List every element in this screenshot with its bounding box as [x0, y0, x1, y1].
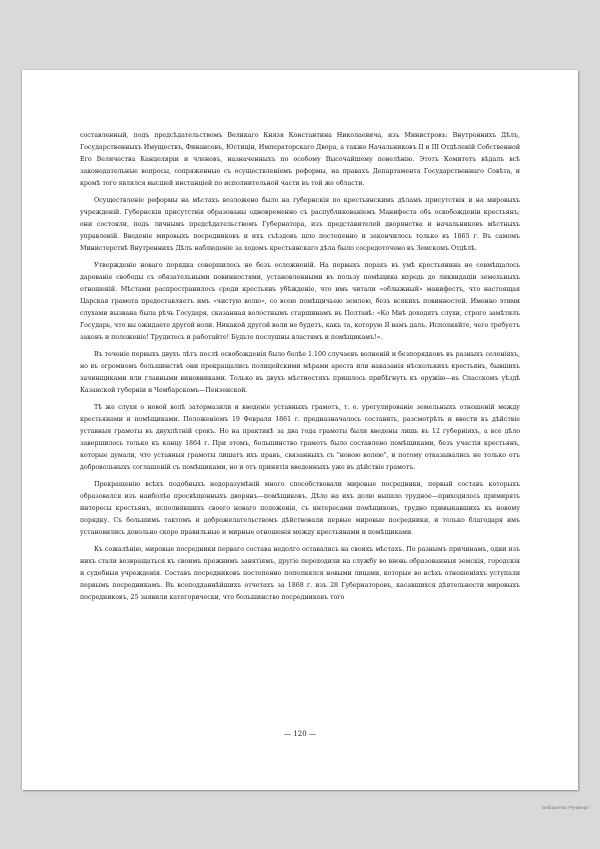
paragraph: Тѣ же слухи о новой волѣ затормазили и введеніе уставныхъ грамотъ, т. е. урегулированіе земельныхъ отношеній между крестьянами и помѣщиками. Положеніемъ 19 Февраля 1861 г. предназначалось составить, разсмотрѣть и ввести въ дѣйствіе уставныя грамоты въ двухлѣтній срокъ. Но на практикѣ за два года грамоты были введены лишь въ 12 губерніяхъ, а все дѣло завершилось только къ концу 1864 г. При этомъ, большинство грамотъ было составлено помѣщиками, безъ участія крестьянъ, которые думали, что уставныя грамоты лишатъ ихъ правъ, связанныхъ съ "новою волею", и потому отказывались не только отъ добровольныхъ соглашеній съ помѣщиками, но и отъ принятія введенныхъ уже въ дѣйствіе грамотъ. — [80, 404, 520, 471]
body-text — [80, 130, 520, 609]
paragraph: Къ сожалѣнію, мировые посредники перваго состава недолго оставались на своихъ мѣстахъ. По разнымъ причинамъ, одни изъ нихъ стали возвращаться къ своимъ прежнимъ занятіямъ, другіе переходили на службу во вновь образованныя земскія, городскія и судебныя учрежденія. Составъ посредниковъ постепенно пополнялся новыми лицами, которые во всѣхъ отношеніяхъ уступали первымъ посредникамъ. Въ всеподданнѣйшихъ отчетахъ за 1868 г. изъ 28 Губернаторовъ, касавшихся дѣятельности мировыхъ посредниковъ, 25 заявили категорически, что большинство посредниковъ того — [80, 546, 520, 601]
page-sheet — [22, 70, 578, 790]
paragraph: Прекращенію всѣхъ подобныхъ недоразумѣній много способствовали мировые посредники, первый составъ которыхъ образовался изъ наиболѣе просвѣщенныхъ дворянъ—помѣщиковъ. Дѣло на ихъ долю выпало трудное—приходилось примирять интересы крестьянъ, исполнявшихъ своего новаго положенія, съ интересами помѣщиковъ, трудно привыкавшихъ къ новому порядку. Съ большимъ тактомъ и доброжелательствомъ дѣйствовали первые мировые посредники, и только благодаря имъ установились довольно скоро правильные и мирные отношенія между крестьянами и помѣщиками. — [80, 481, 520, 536]
paragraph: составленный, подъ предсѣдательствомъ Великаго Князя Константина Николаевича, изъ Министровъ: Внутреннихъ Дѣлъ, Государственныхъ Имуществъ, Финансовъ, Юстиціи, Императорскаго Двора, а также Начальниковъ II и III Отдѣленій Собственной Его Величества Канцеляріи и членовъ, назначенныхъ по особому Высочайшему повелѣнію. Этотъ Комитетъ вѣдалъ всѣ законодательные вопросы, сопряженные съ осуществленіемъ реформы, на правахъ Департамента Государственнаго Совѣта, и кромѣ того являлся высшей инстанціей по исполнительной части въ той же области. — [80, 132, 520, 187]
paragraph: Осуществленіе реформы на мѣстахъ возложено было на губернскія по крестьянскимъ дѣламъ присутствія и на мировыхъ учрежденій. Губернскія присутствія образованы одновременно съ распубликованіемъ Манифеста объ освобожденіи крестьянъ; они состояли, подъ личнымъ предсѣдательствомъ Губернатора, изъ представителей дворянства и начальниковъ мѣстныхъ управленій. Введеніе мировыхъ посредниковъ и ихъ съѣздовъ шло постепенно и закончилось только въ 1865 г. Въ самомъ Министерствѣ Внутреннихъ Дѣлъ наблюденіе за ходомъ крестьянскаго дѣла было сосредоточено въ Земскомъ Отдѣлѣ. — [80, 197, 520, 252]
paragraph: Въ теченіе первыхъ двухъ лѣтъ послѣ освобожденія было болѣе 1.100 случаевъ волненій и безпорядковъ въ разныхъ селеніяхъ, но въ огромномъ большинствѣ они прекращались полицейскими мѣрами ареста или наказанія нѣсколькихъ крестьянъ, бывшихъ зачинщиками или главными виновниками. Только въ двухъ мѣстностяхъ пришлось прибѣгнуть къ оружію—въ Спасскомъ уѣздѣ Казанской губерніи и Чембарскомъ—Пензенской. — [80, 351, 520, 394]
page-number: — 120 — — [284, 730, 316, 738]
paragraph: Утвержденіе новаго порядка совершилось не безъ осложненій. На первыхъ порахъ въ умѣ крестьянина не совмѣщалось дарованіе свободы съ обязательными повинностями, установленными въ пользу помѣщика впредь до ликвидаціи земельныхъ отношеній. Мѣстами распространилось среди крестьянъ убѣжденіе, что имъ читали «облыжный» манифестъ, что настоящая Царская грамота предоставляетъ имъ «чистую волю», со всею помѣщичьею землею, безъ всякихъ повинностей. Именно этими слухами вызвана была рѣчь Государя, сказанная волостнымъ старшинамъ въ Полтавѣ: «Ко Мнѣ доходятъ слухи, строго замѣтилъ Государь, что вы ожидаете другой воли. Никакой другой воли не будетъ, какъ та, которую Я вамъ далъ. Исполняйте, чего требуетъ законъ и положеніе! Трудитесь и работайте! Будьте послушны властямъ и помѣщикамъ!». — [80, 262, 520, 341]
library-credit: Библиотека "Руниверс" — [542, 805, 590, 810]
